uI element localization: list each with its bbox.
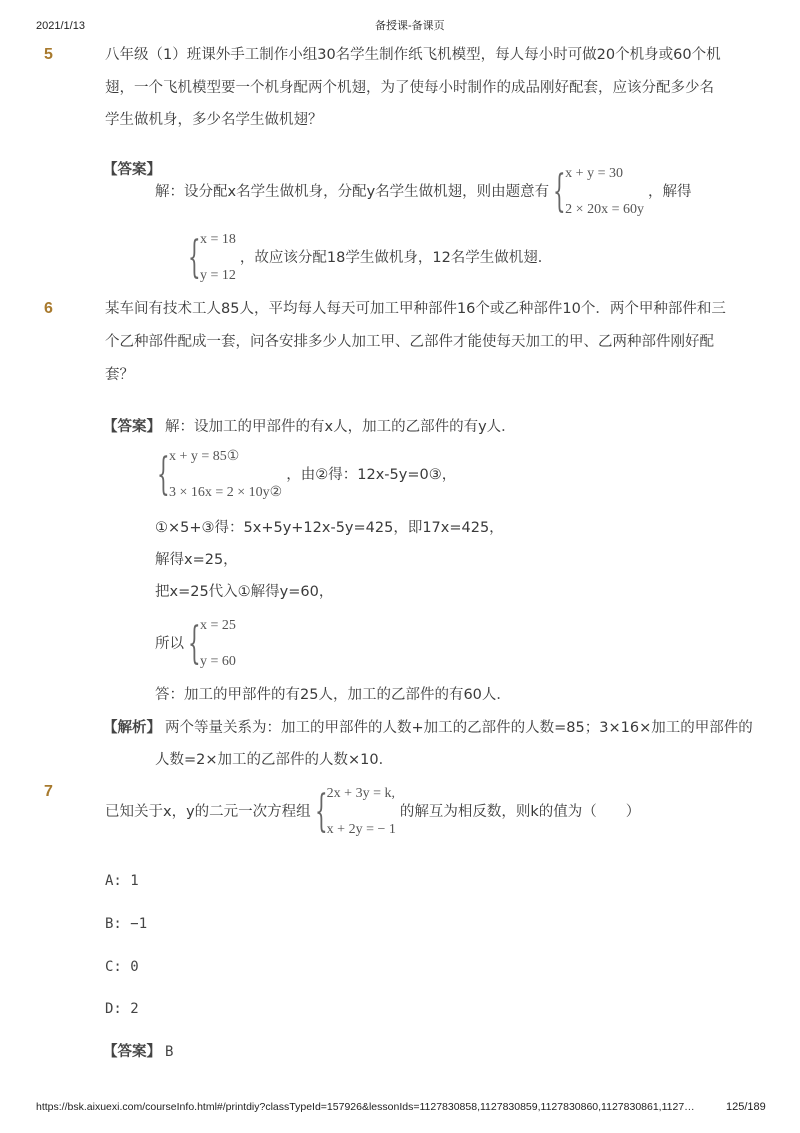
solution-row bbox=[184, 232, 552, 284]
solution-text: 解得x=25， bbox=[155, 552, 238, 568]
question-number: 5 bbox=[44, 46, 53, 63]
equation: y = 60 bbox=[200, 654, 236, 669]
option-d[interactable]: D: 2 bbox=[105, 1001, 139, 1017]
solution-row bbox=[155, 166, 691, 218]
equation-system bbox=[157, 449, 282, 501]
page-number: 125/189 bbox=[726, 1101, 766, 1113]
equation-system bbox=[315, 786, 396, 838]
answer-label: 【答案】 bbox=[103, 419, 161, 435]
equation: x = 18 bbox=[200, 232, 236, 247]
analysis-text: 人数=2×加工的乙部件的人数×10． bbox=[155, 752, 394, 768]
question-text: 翅，一个飞机模型要一个机身配两个机翅，为了使每小时制作的成品刚好配套，应该分配多少名 bbox=[105, 80, 714, 96]
answer-row bbox=[103, 1042, 173, 1062]
answer-row bbox=[103, 417, 516, 437]
solution-text: ，故应该分配18学生做机身，12名学生做机翅． bbox=[239, 250, 553, 266]
answer-value: B bbox=[165, 1044, 174, 1060]
brace: { bbox=[553, 166, 566, 217]
equation: x + y = 30 bbox=[565, 166, 623, 181]
question-text: 已知关于x，y的二元一次方程组 bbox=[105, 804, 311, 820]
equation: y = 12 bbox=[200, 268, 236, 283]
solution-text: 答：加工的甲部件的有25人，加工的乙部件的有60人． bbox=[155, 687, 511, 703]
analysis-row bbox=[103, 718, 753, 738]
question-number: 7 bbox=[44, 783, 53, 800]
option-a[interactable]: A: 1 bbox=[105, 873, 139, 889]
equation: x + 2y = − 1 bbox=[326, 822, 396, 837]
question-text: 学生做机身，多少名学生做机翅？ bbox=[105, 112, 323, 128]
option-b[interactable]: B: −1 bbox=[105, 916, 148, 932]
solution-text: 所以 bbox=[155, 636, 184, 652]
question-number: 6 bbox=[44, 300, 53, 317]
equation: 2 × 20x = 60y bbox=[565, 202, 644, 217]
equation-system bbox=[553, 166, 644, 218]
print-date: 2021/1/13 bbox=[36, 20, 85, 32]
solution-text: ，解得 bbox=[647, 184, 692, 200]
solution-text: 把x=25代入①解得y=60， bbox=[155, 584, 334, 600]
footer-url: https://bsk.aixuexi.com/courseInfo.html#/printdiy?classTypeId=157926&lessonIds=1127830858,1127830859,1127830860,1127830861,1127… bbox=[36, 1101, 695, 1113]
page-header-title: 备授课-备课页 bbox=[375, 20, 445, 32]
answer-label: 【答案】 bbox=[103, 1044, 161, 1060]
brace: { bbox=[157, 449, 170, 500]
solution-row bbox=[153, 449, 456, 501]
brace: { bbox=[314, 786, 328, 837]
brace: { bbox=[188, 618, 201, 669]
question-text: 套？ bbox=[105, 367, 134, 383]
solution-text: ①×5+③得：5x+5y+12x-5y=425，即17x=425， bbox=[155, 520, 504, 536]
question-row bbox=[105, 786, 640, 838]
solution-row bbox=[155, 618, 240, 670]
solution-text: 解：设分配x名学生做机身，分配y名学生做机翅，则由题意有 bbox=[155, 184, 550, 200]
option-c[interactable]: C: 0 bbox=[105, 959, 139, 975]
analysis-text: 两个等量关系为：加工的甲部件的人数+加工的乙部件的人数=85；3×16×加工的甲部件的 bbox=[165, 720, 753, 736]
solution-text: 解：设加工的甲部件的有x人，加工的乙部件的有y人． bbox=[165, 419, 516, 435]
equation: x + y = 85① bbox=[169, 449, 240, 464]
equation: 2x + 3y = k, bbox=[326, 786, 395, 801]
question-text: 个乙种部件配成一套，问各安排多少人加工甲、乙部件才能使每天加工的甲、乙两种部件刚好配 bbox=[105, 334, 714, 350]
equation-system bbox=[188, 618, 236, 670]
brace: { bbox=[188, 232, 201, 283]
solution-text: ，由②得：12x-5y=0③， bbox=[286, 467, 457, 483]
question-text: 的解互为相反数，则k的值为（ ） bbox=[399, 804, 641, 820]
question-text: 某车间有技术工人85人，平均每人每天可加工甲种部件16个或乙种部件10个．两个甲种部件和三 bbox=[105, 301, 726, 317]
equation: 3 × 16x = 2 × 10y② bbox=[169, 485, 283, 500]
equation: x = 25 bbox=[200, 618, 236, 633]
answer-label: 【答案】 bbox=[103, 162, 161, 178]
question-text: 八年级（1）班课外手工制作小组30名学生制作纸飞机模型，每人每小时可做20个机身或60个机 bbox=[105, 47, 721, 63]
equation-system bbox=[188, 232, 236, 284]
analysis-label: 【解析】 bbox=[103, 720, 161, 736]
